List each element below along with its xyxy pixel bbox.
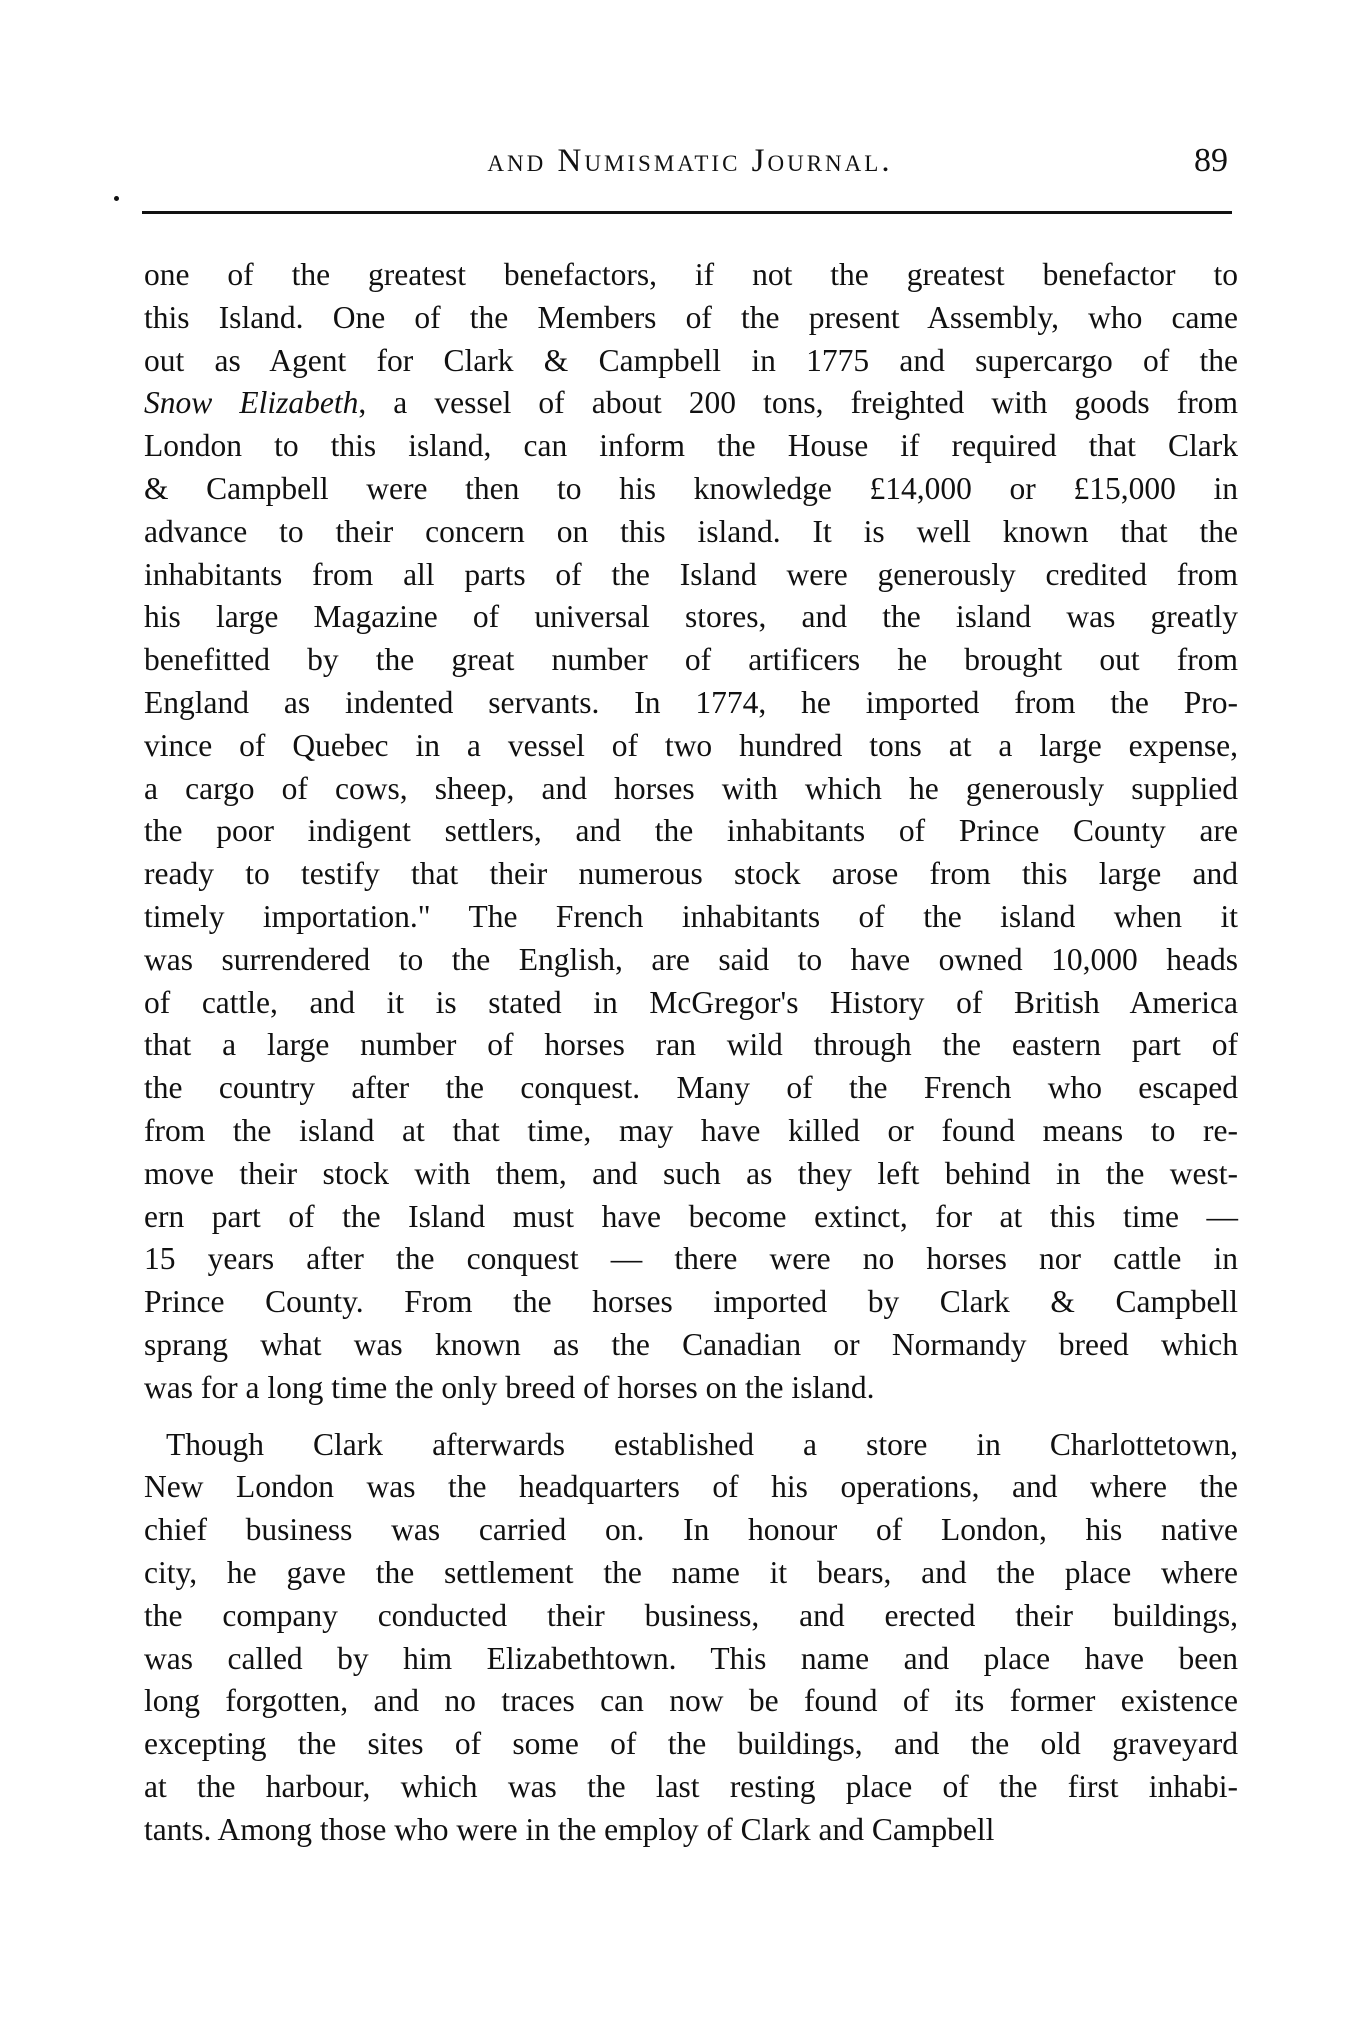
paragraph-2 <box>144 1424 1238 1852</box>
body-text <box>144 254 1238 1851</box>
text-line: England as indented servants. In 1774, he imported from the Pro- <box>144 684 1238 720</box>
text-line: a cargo of cows, sheep, and horses with which he generously supplied <box>144 770 1238 806</box>
text-line: of cattle, and it is stated in McGregor's History of British America <box>144 984 1238 1020</box>
page-number: 89 <box>1194 142 1228 179</box>
text-line: ern part of the Island must have become extinct, for at this time — <box>144 1198 1238 1234</box>
text-line: Snow Elizabeth, a vessel of about 200 tons, freighted with goods from <box>144 385 1238 421</box>
margin-dot <box>114 196 119 201</box>
text-line: that a large number of horses ran wild through the eastern part of <box>144 1027 1238 1063</box>
text-line: from the island at that time, may have killed or found means to re- <box>144 1112 1238 1148</box>
text-line: was for a long time the only breed of horses on the island. <box>144 1369 875 1405</box>
text-line: London to this island, can inform the House if required that Clark <box>144 428 1238 464</box>
text-line: benefitted by the great number of artificers he brought out from <box>144 642 1238 678</box>
text-line: Though Clark afterwards established a store in Charlottetown, <box>166 1426 1238 1462</box>
text-line: this Island. One of the Members of the present Assembly, who came <box>144 299 1238 335</box>
text-line: sprang what was known as the Canadian or Normandy breed which <box>144 1326 1238 1362</box>
vessel-name: Snow Elizabeth <box>144 385 359 421</box>
text-line: the poor indigent settlers, and the inhabitants of Prince County are <box>144 813 1238 849</box>
paragraph-1 <box>144 254 1238 1410</box>
text-line: ready to testify that their numerous stock arose from this large and <box>144 856 1238 892</box>
text-line: move their stock with them, and such as they left behind in the west- <box>144 1155 1238 1191</box>
running-head <box>142 136 1238 186</box>
text-line: at the harbour, which was the last resting place of the first inhabi- <box>144 1768 1238 1804</box>
text-line: inhabitants from all parts of the Island were generously credited from <box>144 556 1238 592</box>
text-line: 15 years after the conquest — there were no horses nor cattle in <box>144 1241 1238 1277</box>
text-line: was called by him Elizabethtown. This name and place have been <box>144 1640 1238 1676</box>
text-line: chief business was carried on. In honour of London, his native <box>144 1512 1238 1548</box>
text-line: the company conducted their business, and erected their buildings, <box>144 1597 1238 1633</box>
text-line: tants. Among those who were in the employ of Clark and Campbell <box>144 1811 995 1847</box>
text-line: out as Agent for Clark & Campbell in 1775 and supercargo of the <box>144 342 1238 378</box>
text-line: was surrendered to the English, are said to have owned 10,000 heads <box>144 941 1238 977</box>
text-line: the country after the conquest. Many of the French who escaped <box>144 1070 1238 1106</box>
text-line: timely importation." The French inhabitants of the island when it <box>144 898 1238 934</box>
text-line: New London was the headquarters of his operations, and where the <box>144 1469 1238 1505</box>
text-line: long forgotten, and no traces can now be found of its former existence <box>144 1683 1238 1719</box>
text-line: city, he gave the settlement the name it bears, and the place where <box>144 1554 1238 1590</box>
text-line: one of the greatest benefactors, if not the greatest benefactor to <box>144 257 1238 292</box>
text-line: his large Magazine of universal stores, and the island was greatly <box>144 599 1238 635</box>
header-rule <box>142 211 1232 214</box>
text-line: vince of Quebec in a vessel of two hundred tons at a large expense, <box>144 727 1238 763</box>
running-title: and Numismatic Journal. <box>487 143 893 179</box>
text-line: Prince County. From the horses imported by Clark & Campbell <box>144 1284 1238 1320</box>
text-line: excepting the sites of some of the buildings, and the old graveyard <box>144 1726 1238 1762</box>
text-line: & Campbell were then to his knowledge £14,000 or £15,000 in <box>144 470 1238 506</box>
text-line: advance to their concern on this island. It is well known that the <box>144 513 1238 549</box>
